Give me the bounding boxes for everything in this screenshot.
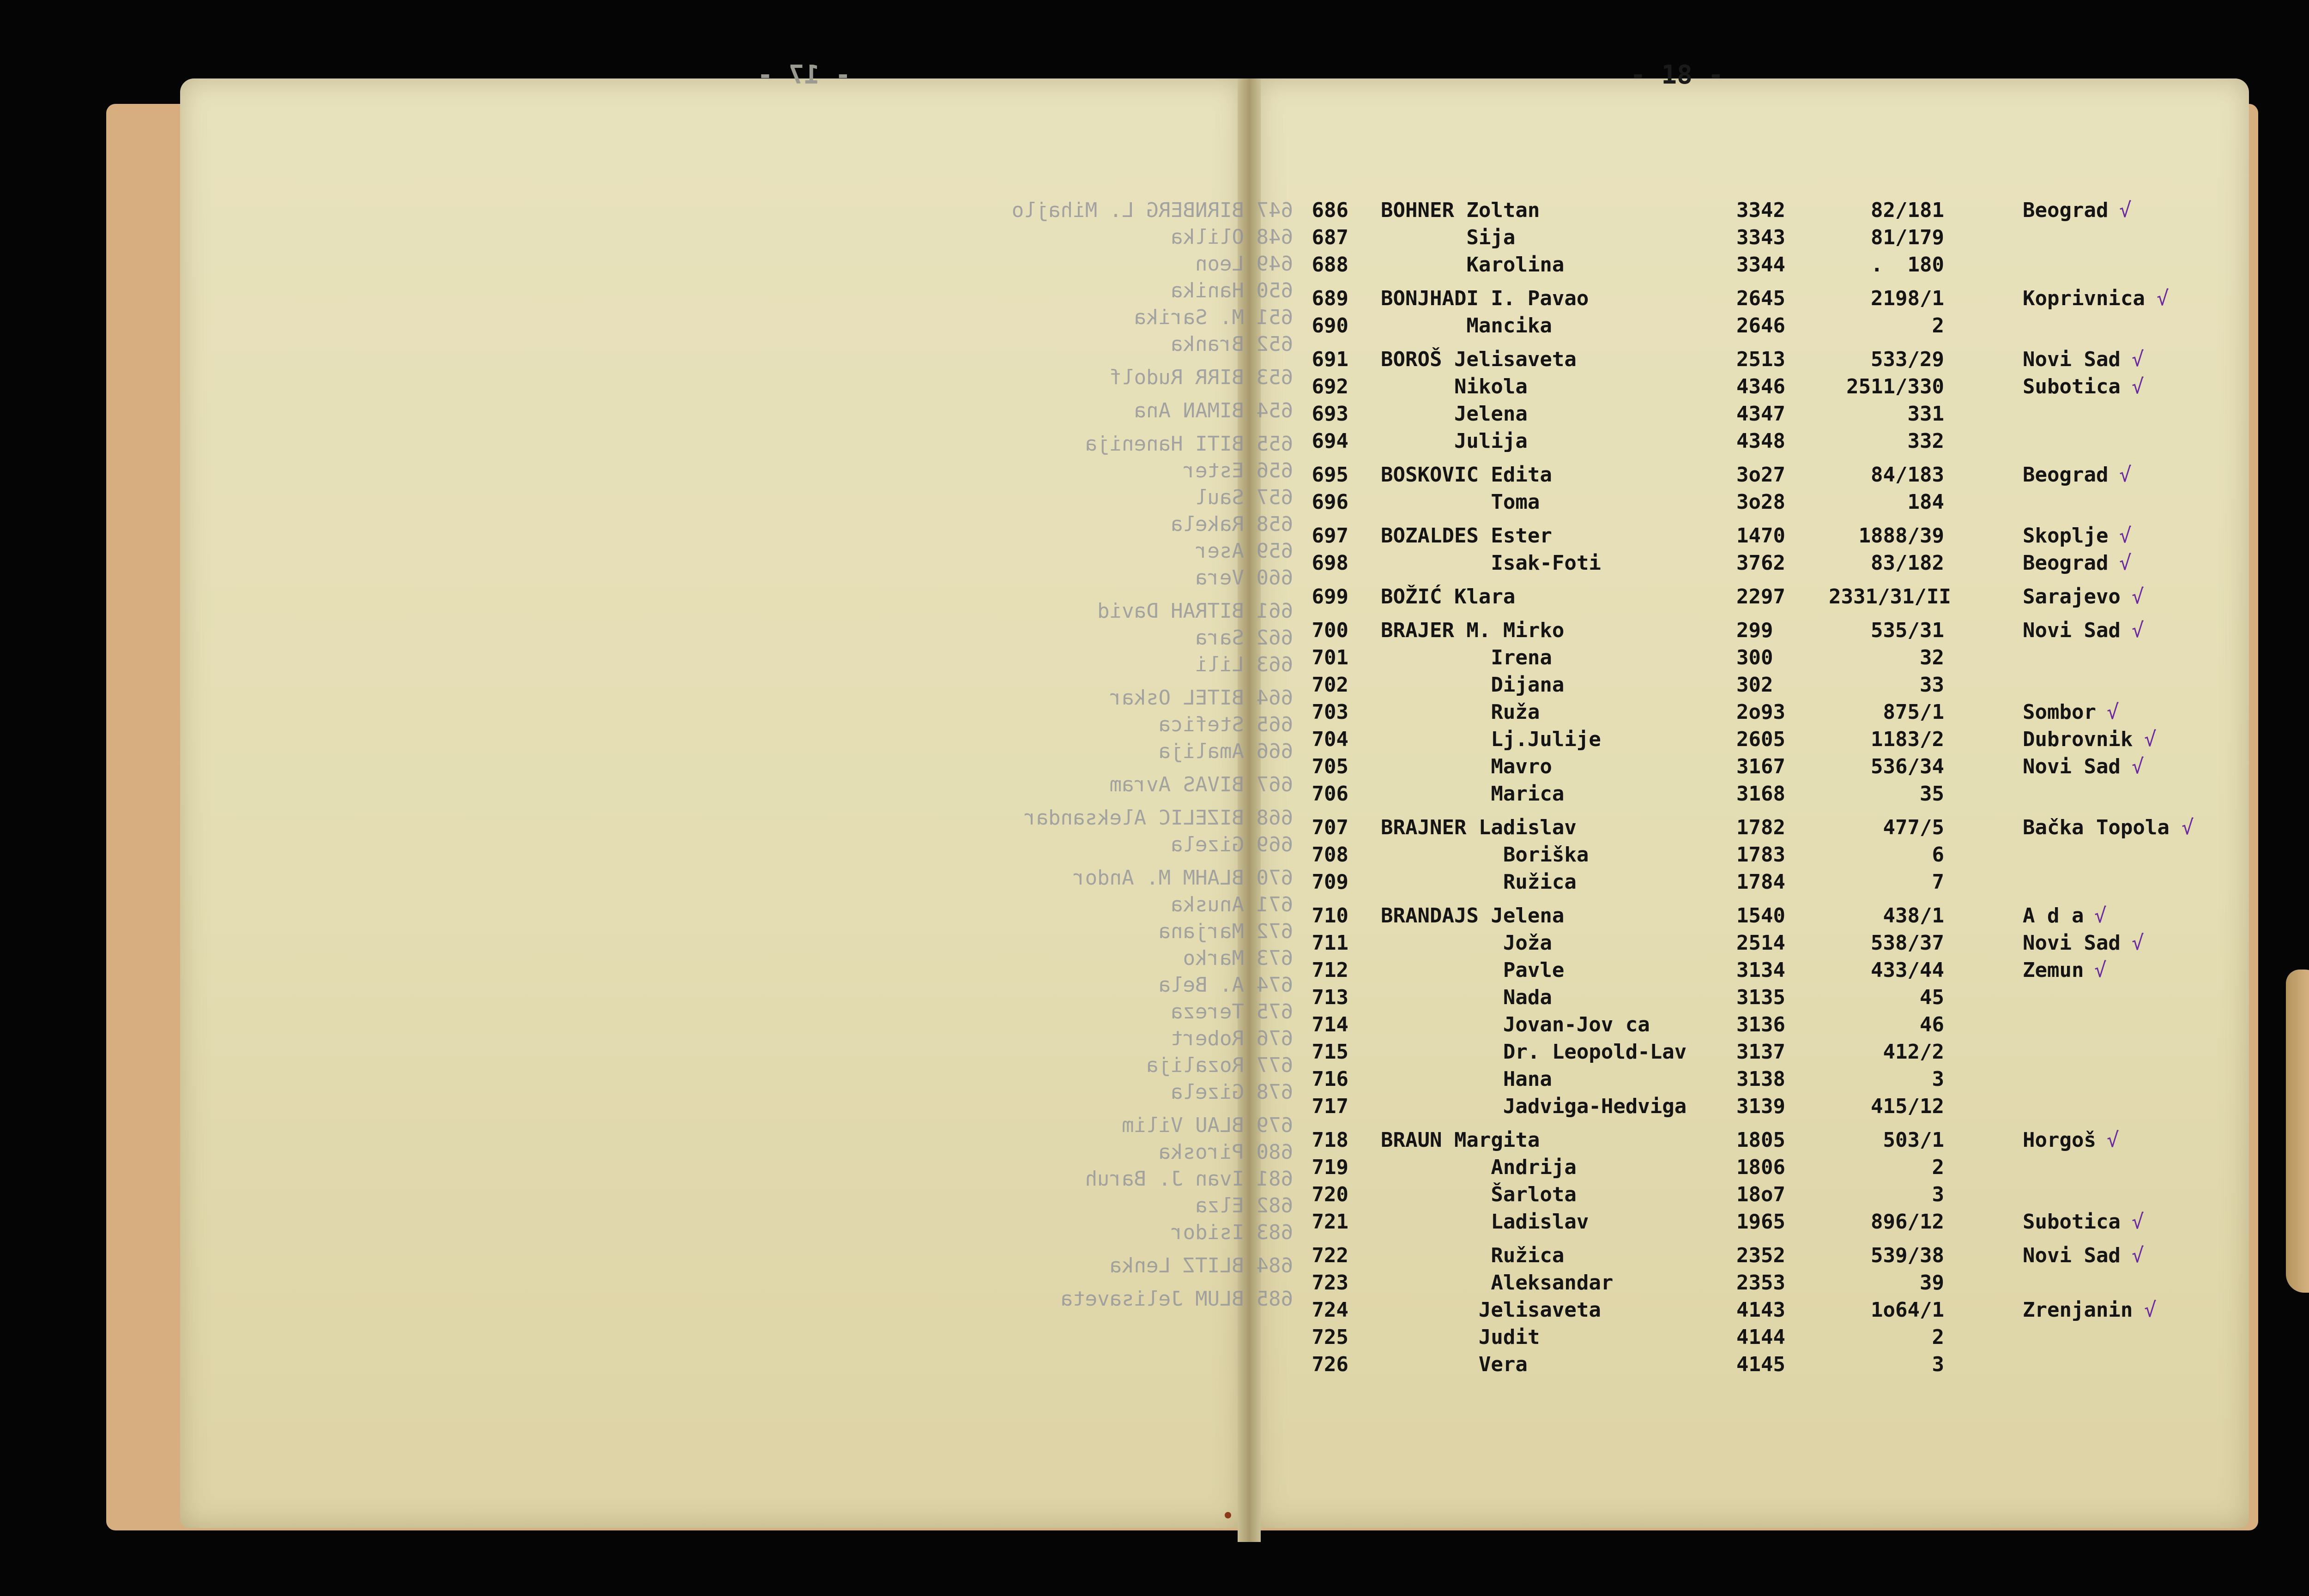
place-name: Beograd (2023, 463, 2109, 487)
checkmark: √ (2144, 1298, 2157, 1322)
entry-number: 693 (1312, 402, 1348, 426)
place-name: Sarajevo (2023, 585, 2121, 608)
person-name: BRAJER M. Mirko (1381, 619, 1565, 642)
checkmark: √ (2119, 199, 2132, 222)
reference-number: 896/12 (1871, 1210, 1944, 1234)
checkmark: √ (2107, 1128, 2119, 1152)
checkmark: √ (2182, 816, 2194, 839)
checkmark: √ (2107, 700, 2119, 724)
person-name: Dr. Leopold-Lav (1381, 1040, 1687, 1064)
entry-number: 718 (1312, 1128, 1348, 1152)
place-name: Horgoš (2023, 1128, 2096, 1152)
reference-number: 45 (1920, 986, 1944, 1009)
entry-number: 713 (1312, 986, 1348, 1009)
ghost-line: 657 Saul (1195, 486, 1293, 509)
place-name: Sombor (2023, 700, 2096, 724)
entry-number: 701 (1312, 646, 1348, 669)
record-id: 3342 (1736, 199, 1785, 222)
register-entries (1284, 199, 2207, 1380)
reference-number: 2331/31/II (1829, 585, 1951, 608)
register-row (1284, 585, 2207, 612)
person-name: BOHNER Zoltan (1381, 199, 1540, 222)
reference-number: 3 (1932, 1067, 1944, 1091)
record-id: 4348 (1736, 429, 1785, 453)
checkmark: √ (2132, 375, 2144, 398)
record-id: 3139 (1736, 1095, 1785, 1118)
record-id: 3138 (1736, 1067, 1785, 1091)
reference-number: 1183/2 (1871, 728, 1944, 751)
person-name: Irena (1381, 646, 1552, 669)
entry-number: 703 (1312, 700, 1348, 724)
register-row (1284, 870, 2207, 897)
record-id: 302 (1736, 673, 1773, 697)
place-name: Novi Sad (2023, 931, 2121, 955)
place-name: A d a (2023, 904, 2084, 927)
entry-number: 695 (1312, 463, 1348, 487)
binding-dot (1225, 1512, 1231, 1518)
entry-number: 720 (1312, 1183, 1348, 1206)
torn-page-edge (2286, 970, 2309, 1293)
record-id: 4144 (1736, 1325, 1785, 1349)
checkmark: √ (2144, 728, 2157, 751)
checkmark: √ (2157, 287, 2169, 310)
record-id: 2352 (1736, 1244, 1785, 1267)
record-id: 3167 (1736, 755, 1785, 778)
reference-number: 438/1 (1883, 904, 1944, 927)
entry-number: 716 (1312, 1067, 1348, 1091)
checkmark: √ (2119, 524, 2132, 548)
person-name: Nada (1381, 986, 1552, 1009)
register-row (1284, 673, 2207, 700)
record-id: 1806 (1736, 1156, 1785, 1179)
record-id: 4145 (1736, 1353, 1785, 1376)
reference-number: 81/179 (1871, 226, 1944, 249)
record-id: 3762 (1736, 551, 1785, 575)
record-id: 3136 (1736, 1013, 1785, 1036)
entry-number: 692 (1312, 375, 1348, 398)
person-name: BOZALDES Ester (1381, 524, 1552, 548)
register-row (1284, 524, 2207, 551)
person-name: BOROŠ Jelisaveta (1381, 348, 1577, 371)
reference-number: 83/182 (1871, 551, 1944, 575)
register-row (1284, 1298, 2207, 1325)
reference-number: 533/29 (1871, 348, 1944, 371)
ghost-line: 660 Vera (1195, 566, 1293, 590)
entry-number: 707 (1312, 816, 1348, 839)
person-name: Pavle (1381, 958, 1565, 982)
record-id: 2514 (1736, 931, 1785, 955)
reference-number: 477/5 (1883, 816, 1944, 839)
register-row (1284, 986, 2207, 1013)
entry-number: 723 (1312, 1271, 1348, 1295)
ghost-line: 679 BLAU Vilim (1122, 1114, 1293, 1137)
record-id: 299 (1736, 619, 1773, 642)
place-name: Dubrovnik (2023, 728, 2133, 751)
register-row (1284, 348, 2207, 375)
register-row (1284, 755, 2207, 782)
ghost-line: 650 Hanika (1171, 279, 1293, 302)
reference-number: 538/37 (1871, 931, 1944, 955)
reference-number: 331 (1907, 402, 1944, 426)
reference-number: 32 (1920, 646, 1944, 669)
person-name: Vera (1381, 1353, 1528, 1376)
person-name: Boriška (1381, 843, 1589, 867)
record-id: 3o28 (1736, 490, 1785, 514)
entry-number: 690 (1312, 314, 1348, 337)
ghost-line: 685 BLUM Jelisaveta (1060, 1287, 1293, 1311)
person-name: Hana (1381, 1067, 1552, 1091)
register-row (1284, 402, 2207, 429)
record-id: 2353 (1736, 1271, 1785, 1295)
checkmark: √ (2119, 551, 2132, 575)
register-row (1284, 314, 2207, 341)
person-name: BOŽIĆ Klara (1381, 585, 1516, 608)
register-row (1284, 1095, 2207, 1122)
register-row (1284, 1156, 2207, 1183)
ghost-line: 674 A. Bela (1158, 973, 1293, 997)
entry-number: 694 (1312, 429, 1348, 453)
ghost-line: 683 Isidor (1171, 1221, 1293, 1244)
place-name: Bačka Topola (2023, 816, 2170, 839)
reference-number: 1o64/1 (1871, 1298, 1944, 1322)
register-row (1284, 226, 2207, 253)
record-id: 2646 (1736, 314, 1785, 337)
register-row (1284, 1128, 2207, 1156)
ghost-line: 682 Elza (1195, 1194, 1293, 1217)
ghost-line: 670 BLAHM M. Andor (1073, 866, 1293, 890)
record-id: 18o7 (1736, 1183, 1785, 1206)
ghost-line: 672 Marjana (1158, 920, 1293, 943)
reference-number: 332 (1907, 429, 1944, 453)
checkmark: √ (2132, 348, 2144, 371)
register-row (1284, 646, 2207, 673)
register-row (1284, 551, 2207, 578)
reference-number: 2511/330 (1846, 375, 1944, 398)
reference-number: 7 (1932, 870, 1944, 894)
register-row (1284, 816, 2207, 843)
ghost-line: 663 Lili (1195, 653, 1293, 676)
checkmark: √ (2132, 1210, 2144, 1234)
ghost-line: 667 BIVAS Avram (1109, 773, 1293, 796)
register-row (1284, 429, 2207, 457)
ghost-line: 669 Gizela (1171, 833, 1293, 856)
ghost-line: 658 Rakela (1171, 512, 1293, 536)
person-name: BONJHADI I. Pavao (1381, 287, 1589, 310)
ghost-line: 647 BIRNBERG L. Mihajlo (1011, 199, 1293, 222)
place-name: Novi Sad (2023, 755, 2121, 778)
right-page-number: - 18 - (1630, 60, 1724, 90)
person-name: Jadviga-Hedviga (1381, 1095, 1687, 1118)
reference-number: 46 (1920, 1013, 1944, 1036)
ghost-line: 662 Sara (1195, 626, 1293, 650)
person-name: Jelisaveta (1381, 1298, 1601, 1322)
checkmark: √ (2132, 1244, 2144, 1267)
person-name: Nikola (1381, 375, 1528, 398)
ghost-line: 668 BIZELIC Aleksandar (1024, 806, 1293, 830)
entry-number: 699 (1312, 585, 1348, 608)
ghost-line: 671 Anuska (1171, 893, 1293, 916)
entry-number: 705 (1312, 755, 1348, 778)
reference-number: 84/183 (1871, 463, 1944, 487)
entry-number: 717 (1312, 1095, 1348, 1118)
place-name: Novi Sad (2023, 1244, 2121, 1267)
place-name: Beograd (2023, 551, 2109, 575)
record-id: 2297 (1736, 585, 1785, 608)
person-name: Šarlota (1381, 1183, 1577, 1206)
register-row (1284, 1244, 2207, 1271)
ghost-line: 666 Amalija (1158, 740, 1293, 763)
entry-number: 719 (1312, 1156, 1348, 1179)
entry-number: 715 (1312, 1040, 1348, 1064)
person-name: Julija (1381, 429, 1528, 453)
person-name: Ladislav (1381, 1210, 1589, 1234)
entry-number: 688 (1312, 253, 1348, 277)
register-row (1284, 253, 2207, 280)
reference-number: 33 (1920, 673, 1944, 697)
person-name: Andrija (1381, 1156, 1577, 1179)
person-name: Aleksandar (1381, 1271, 1614, 1295)
person-name: Ružica (1381, 1244, 1565, 1267)
ghost-line: 675 Tereza (1171, 1000, 1293, 1024)
reference-number: 875/1 (1883, 700, 1944, 724)
person-name: Joža (1381, 931, 1552, 955)
entry-number: 702 (1312, 673, 1348, 697)
register-row (1284, 375, 2207, 402)
ghost-line: 652 Branka (1171, 332, 1293, 356)
entry-number: 700 (1312, 619, 1348, 642)
record-id: 1965 (1736, 1210, 1785, 1234)
reference-number: 503/1 (1883, 1128, 1944, 1152)
register-row (1284, 782, 2207, 809)
register-row (1284, 1210, 2207, 1237)
register-row (1284, 1067, 2207, 1095)
ghost-line: 648 Olilka (1171, 225, 1293, 249)
reference-number: 2 (1932, 1325, 1944, 1349)
record-id: 2645 (1736, 287, 1785, 310)
checkmark: √ (2094, 904, 2107, 927)
person-name: Isak-Foti (1381, 551, 1601, 575)
record-id: 4347 (1736, 402, 1785, 426)
entry-number: 698 (1312, 551, 1348, 575)
ghost-line: 676 Robert (1171, 1027, 1293, 1050)
reference-number: 412/2 (1883, 1040, 1944, 1064)
person-name: BOSKOVIC Edita (1381, 463, 1552, 487)
register-row (1284, 728, 2207, 755)
person-name: Mavro (1381, 755, 1552, 778)
person-name: Dijana (1381, 673, 1565, 697)
ghost-line: 681 Ivan J. Baruh (1085, 1167, 1293, 1191)
ghost-line: 664 BITEL Oskar (1109, 686, 1293, 710)
checkmark: √ (2094, 958, 2107, 982)
reference-number: 535/31 (1871, 619, 1944, 642)
record-id: 2513 (1736, 348, 1785, 371)
place-name: Skoplje (2023, 524, 2109, 548)
ghost-line: 655 BITI Hanenija (1085, 432, 1293, 456)
person-name: Ruža (1381, 700, 1540, 724)
reference-number: 1888/39 (1858, 524, 1944, 548)
record-id: 2605 (1736, 728, 1785, 751)
person-name: Judit (1381, 1325, 1540, 1349)
entry-number: 711 (1312, 931, 1348, 955)
place-name: Zrenjanin (2023, 1298, 2133, 1322)
register-row (1284, 490, 2207, 518)
register-row (1284, 700, 2207, 728)
register-row (1284, 463, 2207, 490)
checkmark: √ (2132, 585, 2144, 608)
register-row (1284, 1013, 2207, 1040)
record-id: 2o93 (1736, 700, 1785, 724)
ghost-line: 659 Aser (1195, 539, 1293, 563)
reference-number: 2 (1932, 1156, 1944, 1179)
ghost-line: 677 Rozalija (1146, 1054, 1293, 1077)
person-name: Sija (1381, 226, 1516, 249)
reference-number: 39 (1920, 1271, 1944, 1295)
ghost-line: 654 BIMAN Ana (1134, 399, 1293, 422)
place-name: Beograd (2023, 199, 2109, 222)
entry-number: 714 (1312, 1013, 1348, 1036)
ghost-line: 680 Piroska (1158, 1140, 1293, 1164)
entry-number: 712 (1312, 958, 1348, 982)
place-name: Koprivnica (2023, 287, 2145, 310)
record-id: 3134 (1736, 958, 1785, 982)
reference-number: 536/34 (1871, 755, 1944, 778)
entry-number: 726 (1312, 1353, 1348, 1376)
ghost-line: 673 Marko (1183, 946, 1293, 970)
place-name: Novi Sad (2023, 348, 2121, 371)
reference-number: 184 (1907, 490, 1944, 514)
entry-number: 689 (1312, 287, 1348, 310)
register-row (1284, 1183, 2207, 1210)
entry-number: 709 (1312, 870, 1348, 894)
register-row (1284, 287, 2207, 314)
ghost-line: 649 Leon (1195, 252, 1293, 276)
ghost-line: 653 BIRR Rudolf (1109, 366, 1293, 389)
record-id: 1805 (1736, 1128, 1785, 1152)
person-name: Jovan-Jov ca (1381, 1013, 1650, 1036)
entry-number: 725 (1312, 1325, 1348, 1349)
record-id: 3344 (1736, 253, 1785, 277)
record-id: 1782 (1736, 816, 1785, 839)
record-id: 3168 (1736, 782, 1785, 806)
place-name: Subotica (2023, 1210, 2121, 1234)
entry-number: 706 (1312, 782, 1348, 806)
register-row (1284, 1040, 2207, 1067)
checkmark: √ (2132, 931, 2144, 955)
person-name: Toma (1381, 490, 1540, 514)
register-row (1284, 1353, 2207, 1380)
person-name: Mancika (1381, 314, 1552, 337)
bleed-through-text (115, 199, 1293, 1314)
entry-number: 721 (1312, 1210, 1348, 1234)
reference-number: 433/44 (1871, 958, 1944, 982)
record-id: 1540 (1736, 904, 1785, 927)
entry-number: 697 (1312, 524, 1348, 548)
register-row (1284, 619, 2207, 646)
reference-number: 3 (1932, 1353, 1944, 1376)
record-id: 1784 (1736, 870, 1785, 894)
register-row (1284, 904, 2207, 931)
place-name: Novi Sad (2023, 619, 2121, 642)
person-name: Jelena (1381, 402, 1528, 426)
ghost-line: 665 Stefica (1158, 713, 1293, 736)
entry-number: 687 (1312, 226, 1348, 249)
person-name: BRANDAJS Jelena (1381, 904, 1565, 927)
ghost-line: 678 Gizela (1171, 1080, 1293, 1104)
register-row (1284, 958, 2207, 986)
ghost-line: 661 BITRAH David (1097, 599, 1293, 623)
person-name: Ružica (1381, 870, 1577, 894)
record-id: 4143 (1736, 1298, 1785, 1322)
person-name: Karolina (1381, 253, 1565, 277)
person-name: Marica (1381, 782, 1565, 806)
left-page-number: - 17 - (757, 60, 851, 90)
entry-number: 691 (1312, 348, 1348, 371)
record-id: 3343 (1736, 226, 1785, 249)
checkmark: √ (2132, 619, 2144, 642)
register-row (1284, 1325, 2207, 1353)
record-id: 3135 (1736, 986, 1785, 1009)
record-id: 1783 (1736, 843, 1785, 867)
entry-number: 722 (1312, 1244, 1348, 1267)
reference-number: 415/12 (1871, 1095, 1944, 1118)
register-row (1284, 1271, 2207, 1298)
register-row (1284, 931, 2207, 958)
checkmark: √ (2119, 463, 2132, 487)
entry-number: 704 (1312, 728, 1348, 751)
reference-number: 82/181 (1871, 199, 1944, 222)
record-id: 300 (1736, 646, 1773, 669)
record-id: 4346 (1736, 375, 1785, 398)
person-name: Lj.Julije (1381, 728, 1601, 751)
person-name: BRAJNER Ladislav (1381, 816, 1577, 839)
ghost-line: 684 BLITZ Lenka (1109, 1254, 1293, 1277)
person-name: BRAUN Margita (1381, 1128, 1540, 1152)
place-name: Zemun (2023, 958, 2084, 982)
reference-number: 2198/1 (1871, 287, 1944, 310)
ghost-line: 656 Ester (1183, 459, 1293, 482)
entry-number: 724 (1312, 1298, 1348, 1322)
reference-number: . 180 (1871, 253, 1944, 277)
reference-number: 539/38 (1871, 1244, 1944, 1267)
ghost-line: 651 M. Sarika (1134, 306, 1293, 329)
reference-number: 35 (1920, 782, 1944, 806)
entry-number: 686 (1312, 199, 1348, 222)
entry-number: 696 (1312, 490, 1348, 514)
record-id: 3137 (1736, 1040, 1785, 1064)
reference-number: 3 (1932, 1183, 1944, 1206)
record-id: 1470 (1736, 524, 1785, 548)
entry-number: 710 (1312, 904, 1348, 927)
entry-number: 708 (1312, 843, 1348, 867)
register-row (1284, 843, 2207, 870)
reference-number: 2 (1932, 314, 1944, 337)
register-row (1284, 199, 2207, 226)
reference-number: 6 (1932, 843, 1944, 867)
record-id: 3o27 (1736, 463, 1785, 487)
place-name: Subotica (2023, 375, 2121, 398)
checkmark: √ (2132, 755, 2144, 778)
